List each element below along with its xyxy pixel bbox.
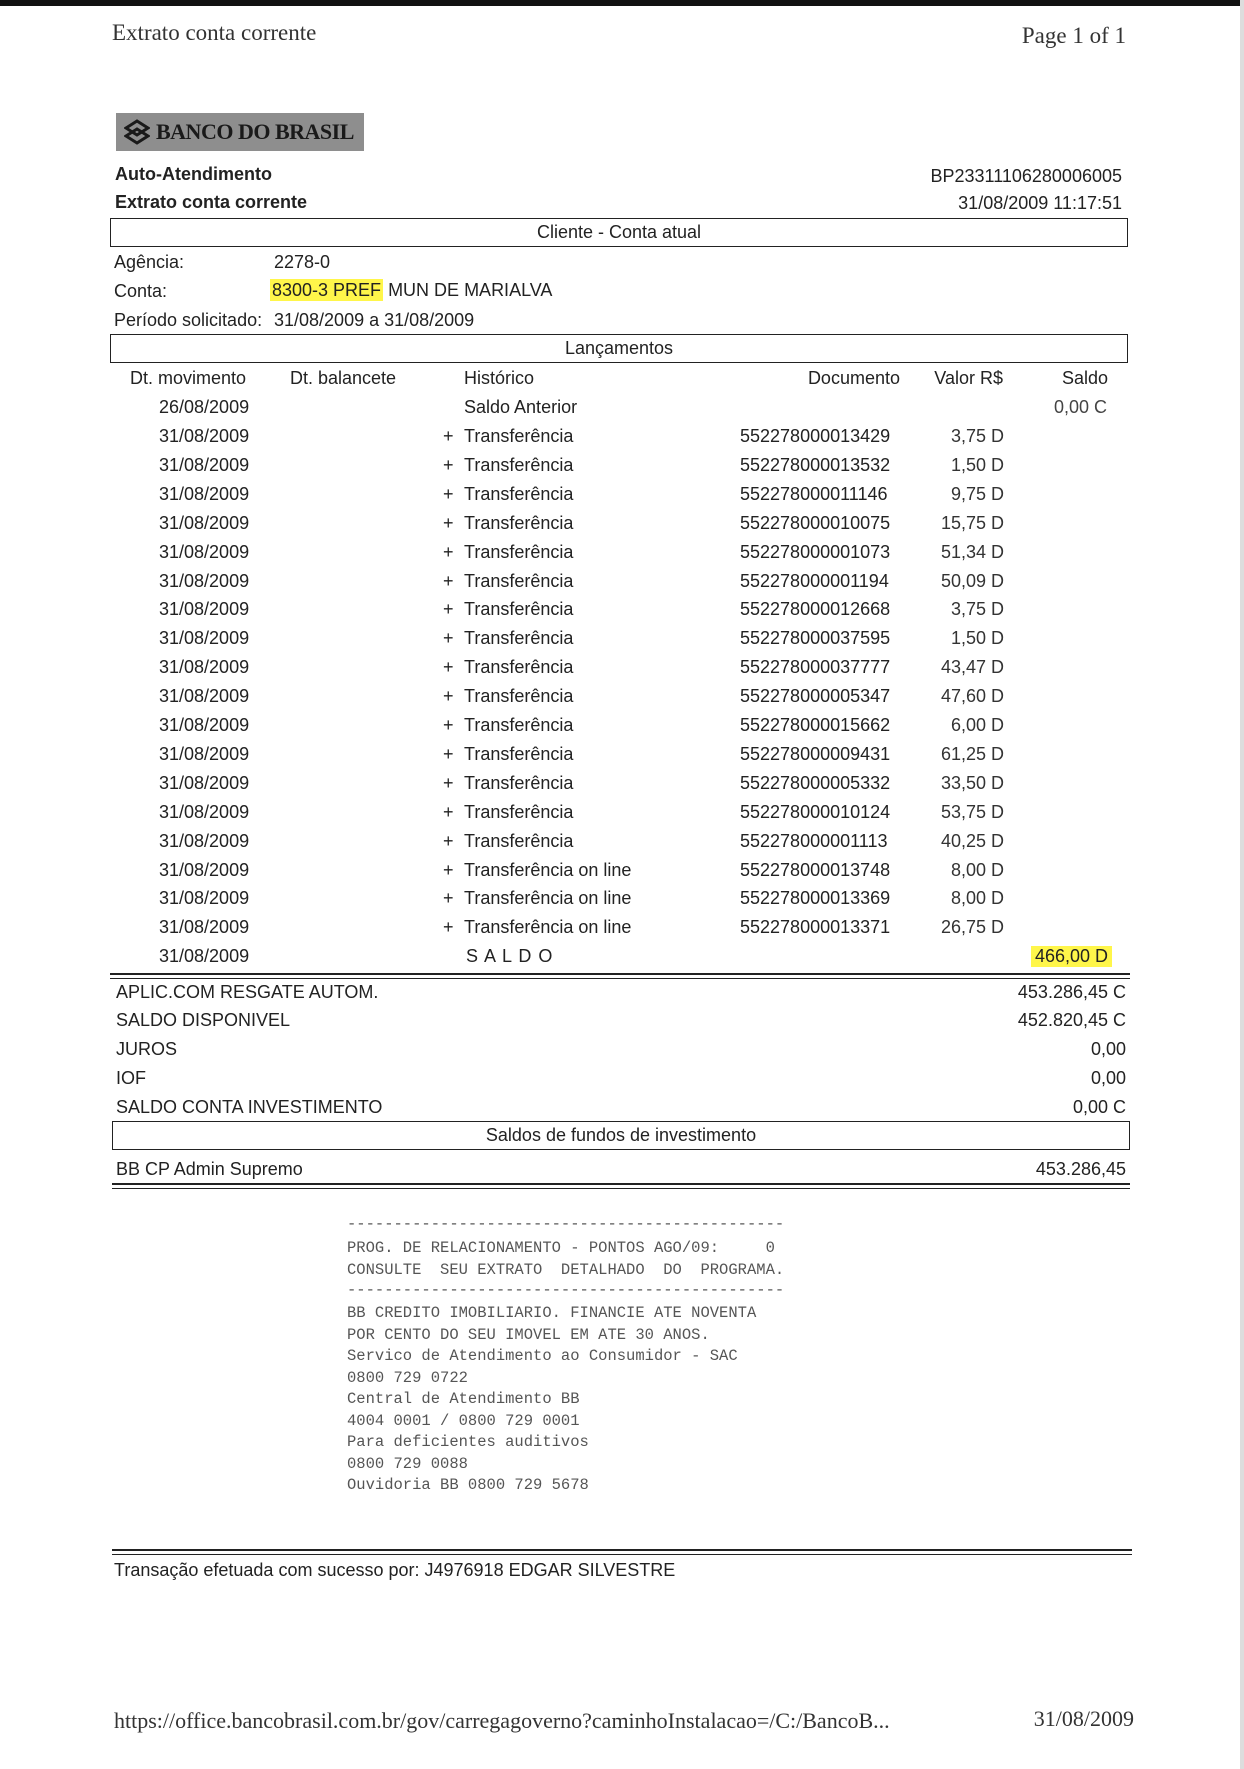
transaction-document: 552278000001073 — [740, 541, 891, 562]
transaction-value: 47,60 D — [940, 686, 1004, 707]
transaction-sign: + — [443, 859, 454, 880]
saldo-final-label: S A L D O — [466, 946, 554, 966]
col-dt-movimento: Dt. movimento — [130, 368, 247, 388]
transaction-document: 552278000013369 — [740, 888, 891, 909]
saldo-anterior-label: Saldo Anterior — [464, 397, 578, 417]
transaction-sign: + — [443, 917, 454, 938]
transaction-sign: + — [443, 772, 454, 793]
transaction-row — [0, 715, 1244, 744]
transaction-document: 552278000011146 — [740, 483, 888, 504]
transaction-value: 3,75 D — [950, 426, 1004, 446]
saldo-final-date: 31/08/2009 — [159, 946, 250, 966]
transaction-value: 1,50 D — [950, 454, 1004, 475]
transaction-row — [0, 513, 1244, 542]
transaction-history: Transferência — [464, 570, 574, 591]
transaction-date: 31/08/2009 — [159, 743, 250, 764]
transaction-date: 31/08/2009 — [159, 628, 250, 649]
transaction-value: 51,34 D — [940, 541, 1004, 562]
transaction-history: Transferência on line — [464, 888, 632, 909]
promo-info-line: 0800 729 0088 — [347, 1454, 468, 1473]
transaction-document: 552278000010075 — [740, 512, 891, 533]
client-section-title: Cliente - Conta atual — [536, 222, 702, 242]
divider-rule — [112, 1183, 1130, 1185]
transaction-value: 33,50 D — [940, 772, 1004, 793]
col-valor: Valor R$ — [934, 368, 1003, 388]
transaction-date: 31/08/2009 — [159, 686, 250, 707]
transaction-date: 31/08/2009 — [159, 917, 250, 938]
col-saldo: Saldo — [1061, 368, 1108, 388]
transaction-sign: + — [443, 657, 454, 678]
transaction-row — [0, 888, 1244, 917]
summary-label: SALDO CONTA INVESTIMENTO — [116, 1097, 383, 1117]
transaction-value: 3,75 D — [950, 599, 1004, 620]
saldo-anterior-value: 0,00 C — [1053, 397, 1107, 417]
transaction-sign: + — [443, 483, 454, 504]
transaction-row — [0, 860, 1244, 889]
transaction-sign: + — [443, 512, 454, 533]
transaction-history: Transferência — [464, 426, 574, 446]
transaction-sign: + — [443, 570, 454, 591]
transaction-document: 552278000037595 — [740, 628, 891, 649]
print-header-page: Page 1 of 1 — [1021, 23, 1126, 48]
transaction-value: 8,00 D — [950, 859, 1004, 880]
service-name: Auto-Atendimento — [115, 164, 272, 184]
divider-rule — [112, 1549, 1132, 1551]
transaction-value: 8,00 D — [950, 888, 1004, 909]
transaction-history: Transferência — [464, 657, 574, 678]
promo-info-line: Central de Atendimento BB — [347, 1390, 580, 1408]
transaction-history: Transferência — [464, 541, 574, 562]
transaction-sign: + — [443, 426, 454, 446]
transaction-row — [0, 599, 1244, 628]
summary-row — [116, 1039, 1126, 1068]
fundo-name: BB CP Admin Supremo — [116, 1159, 303, 1179]
transaction-row — [0, 802, 1244, 831]
transaction-date: 31/08/2009 — [159, 715, 250, 735]
summary-label: IOF — [116, 1068, 146, 1088]
transaction-sign: + — [443, 801, 454, 822]
saldo-final-row — [0, 946, 1244, 975]
promo-dashes-mid: ----------------------------------------------- — [347, 1281, 785, 1299]
transaction-document: 552278000013748 — [740, 859, 891, 880]
summary-row — [116, 1010, 1126, 1039]
transaction-document: 552278000005347 — [740, 686, 891, 707]
transaction-date: 31/08/2009 — [159, 801, 250, 822]
promo-consult-line: CONSULTE SEU EXTRATO DETALHADO DO PROGRAMA. — [347, 1261, 785, 1279]
fundos-title: Saldos de fundos de investimento — [485, 1125, 757, 1145]
promo-info-line: Servico de Atendimento ao Consumidor - SAC — [347, 1347, 738, 1365]
transaction-date: 31/08/2009 — [159, 599, 250, 620]
transaction-document: 552278000013532 — [740, 454, 891, 475]
transaction-value: 15,75 D — [940, 512, 1004, 533]
promo-info-line: 4004 0001 / 0800 729 0001 — [347, 1411, 580, 1430]
transaction-row — [0, 571, 1244, 600]
saldo-anterior-row — [0, 397, 1244, 426]
transaction-document: 552278000015662 — [740, 715, 891, 735]
conta-label: Conta: — [114, 281, 168, 301]
transaction-document: 552278000037777 — [740, 657, 891, 678]
summary-value: 0,00 — [1090, 1068, 1126, 1088]
scan-top-edge — [0, 0, 1244, 6]
transaction-sign: + — [443, 888, 454, 909]
transaction-document: 552278000013371 — [740, 917, 891, 938]
summary-value: 452.820,45 C — [1017, 1010, 1126, 1030]
promo-points-line: PROG. DE RELACIONAMENTO - PONTOS AGO/09: 0 — [347, 1239, 775, 1257]
summary-label: JUROS — [116, 1039, 178, 1059]
transaction-history: Transferência — [464, 743, 574, 764]
transaction-row — [0, 744, 1244, 773]
bank-logo-icon — [124, 119, 150, 145]
lancamentos-title: Lançamentos — [564, 338, 674, 358]
fundos-header — [112, 1121, 1130, 1150]
transaction-value: 6,00 D — [950, 715, 1004, 735]
print-footer-url: https://office.bancobrasil.com.br/gov/carregagoverno?caminhoInstalacao=/C:/BancoB... — [114, 1708, 890, 1733]
divider-rule — [112, 1554, 1132, 1555]
transaction-value: 61,25 D — [940, 743, 1004, 764]
saldo-final-value: 466,00 D — [1031, 946, 1112, 967]
transaction-row — [0, 455, 1244, 484]
transaction-value: 40,25 D — [940, 830, 1004, 851]
transaction-value: 53,75 D — [940, 801, 1004, 822]
periodo-label: Período solicitado: — [114, 310, 263, 330]
lancamentos-header — [110, 334, 1128, 363]
transaction-document: 552278000010124 — [740, 801, 891, 822]
promo-info-line: Para deficientes auditivos — [347, 1433, 589, 1451]
col-historico: Histórico — [464, 368, 535, 388]
divider-rule — [110, 973, 1130, 975]
transaction-row — [0, 426, 1244, 455]
divider-rule — [112, 1188, 1130, 1189]
transaction-history: Transferência — [464, 512, 574, 533]
transaction-history: Transferência — [464, 686, 574, 707]
summary-value: 453.286,45 C — [1017, 982, 1126, 1002]
transaction-date: 31/08/2009 — [159, 483, 250, 504]
transaction-date: 31/08/2009 — [159, 772, 250, 793]
print-header-title: Extrato conta corrente — [112, 20, 317, 45]
transaction-document: 552278000013429 — [740, 426, 891, 446]
transaction-row — [0, 917, 1244, 946]
transaction-sign: + — [443, 599, 454, 620]
divider-rule — [110, 978, 1130, 979]
col-dt-balancete: Dt. balancete — [290, 368, 397, 388]
transaction-history: Transferência — [464, 599, 574, 620]
promo-info-line: BB CREDITO IMOBILIARIO. FINANCIE ATE NOVENTA — [347, 1304, 757, 1322]
statement-type: Extrato conta corrente — [115, 192, 308, 212]
transaction-value: 1,50 D — [950, 628, 1004, 649]
document-id: BP23311106280006005 — [930, 166, 1122, 186]
transaction-row — [0, 657, 1244, 686]
print-footer-date: 31/08/2009 — [1033, 1706, 1134, 1731]
transaction-confirmation: Transação efetuada com sucesso por: J4976918 EDGAR SILVESTRE — [114, 1560, 676, 1580]
summary-label: APLIC.COM RESGATE AUTOM. — [116, 982, 379, 1002]
transaction-row — [0, 831, 1244, 860]
transaction-value: 26,75 D — [940, 917, 1004, 938]
transaction-sign: + — [443, 830, 454, 851]
transaction-sign: + — [443, 715, 454, 735]
promo-info-line: 0800 729 0722 — [347, 1368, 468, 1387]
transaction-history: Transferência — [464, 483, 574, 504]
transaction-history: Transferência — [464, 715, 574, 735]
transaction-sign: + — [443, 743, 454, 764]
transaction-row — [0, 484, 1244, 513]
bank-logo — [116, 113, 364, 151]
transaction-history: Transferência — [464, 454, 574, 475]
saldo-anterior-date: 26/08/2009 — [159, 397, 250, 417]
col-documento: Documento — [807, 368, 900, 388]
promo-info-line: POR CENTO DO SEU IMOVEL EM ATE 30 ANOS. — [347, 1325, 710, 1344]
transaction-value: 9,75 D — [950, 483, 1004, 504]
transaction-row — [0, 773, 1244, 802]
transaction-date: 31/08/2009 — [159, 426, 250, 446]
transaction-document: 552278000001113 — [740, 830, 888, 851]
transaction-document: 552278000012668 — [740, 599, 891, 620]
conta-value — [270, 280, 552, 301]
periodo-value: 31/08/2009 a 31/08/2009 — [274, 310, 475, 330]
transaction-sign: + — [443, 541, 454, 562]
transaction-history: Transferência — [464, 801, 574, 822]
agencia-label: Agência: — [114, 252, 185, 272]
transaction-value: 43,47 D — [940, 657, 1004, 678]
transaction-date: 31/08/2009 — [159, 454, 250, 475]
bank-logo-text: BANCO DO BRASIL — [156, 119, 354, 144]
transaction-document: 552278000001194 — [740, 570, 889, 591]
summary-value: 0,00 — [1090, 1039, 1126, 1059]
fundo-value: 453.286,45 — [1035, 1159, 1126, 1179]
transaction-sign: + — [443, 686, 454, 707]
promo-dashes-top: ----------------------------------------------- — [347, 1215, 785, 1233]
transaction-history: Transferência on line — [464, 859, 632, 880]
transaction-row — [0, 542, 1244, 571]
transaction-date: 31/08/2009 — [159, 888, 250, 909]
transaction-date: 31/08/2009 — [159, 830, 250, 851]
transaction-row — [0, 686, 1244, 715]
summary-value: 0,00 C — [1072, 1097, 1126, 1117]
transaction-date: 31/08/2009 — [159, 657, 250, 678]
transaction-date: 31/08/2009 — [159, 541, 250, 562]
client-section-header — [110, 218, 1128, 247]
statement-timestamp: 31/08/2009 11:17:51 — [958, 193, 1122, 213]
conta-highlight: 8300-3 PREF — [272, 280, 382, 300]
agencia-value: 2278-0 — [274, 252, 331, 272]
summary-row — [116, 982, 1126, 1011]
transaction-document: 552278000009431 — [740, 743, 891, 764]
summary-label: SALDO DISPONIVEL — [116, 1010, 291, 1030]
promo-info-line: Ouvidoria BB 0800 729 5678 — [347, 1476, 589, 1494]
conta-name: MUN DE MARIALVA — [383, 280, 553, 300]
transaction-date: 31/08/2009 — [159, 570, 250, 591]
transaction-sign: + — [443, 628, 454, 649]
transaction-date: 31/08/2009 — [159, 859, 250, 880]
transaction-history: Transferência — [464, 830, 574, 851]
transaction-history: Transferência — [464, 628, 574, 649]
transaction-document: 552278000005332 — [740, 772, 891, 793]
summary-row — [116, 1068, 1126, 1097]
transaction-sign: + — [443, 454, 454, 475]
transaction-date: 31/08/2009 — [159, 512, 250, 533]
transaction-value: 50,09 D — [940, 570, 1004, 591]
transaction-row — [0, 628, 1244, 657]
transaction-history: Transferência — [464, 772, 574, 793]
transaction-history: Transferência on line — [464, 917, 632, 938]
